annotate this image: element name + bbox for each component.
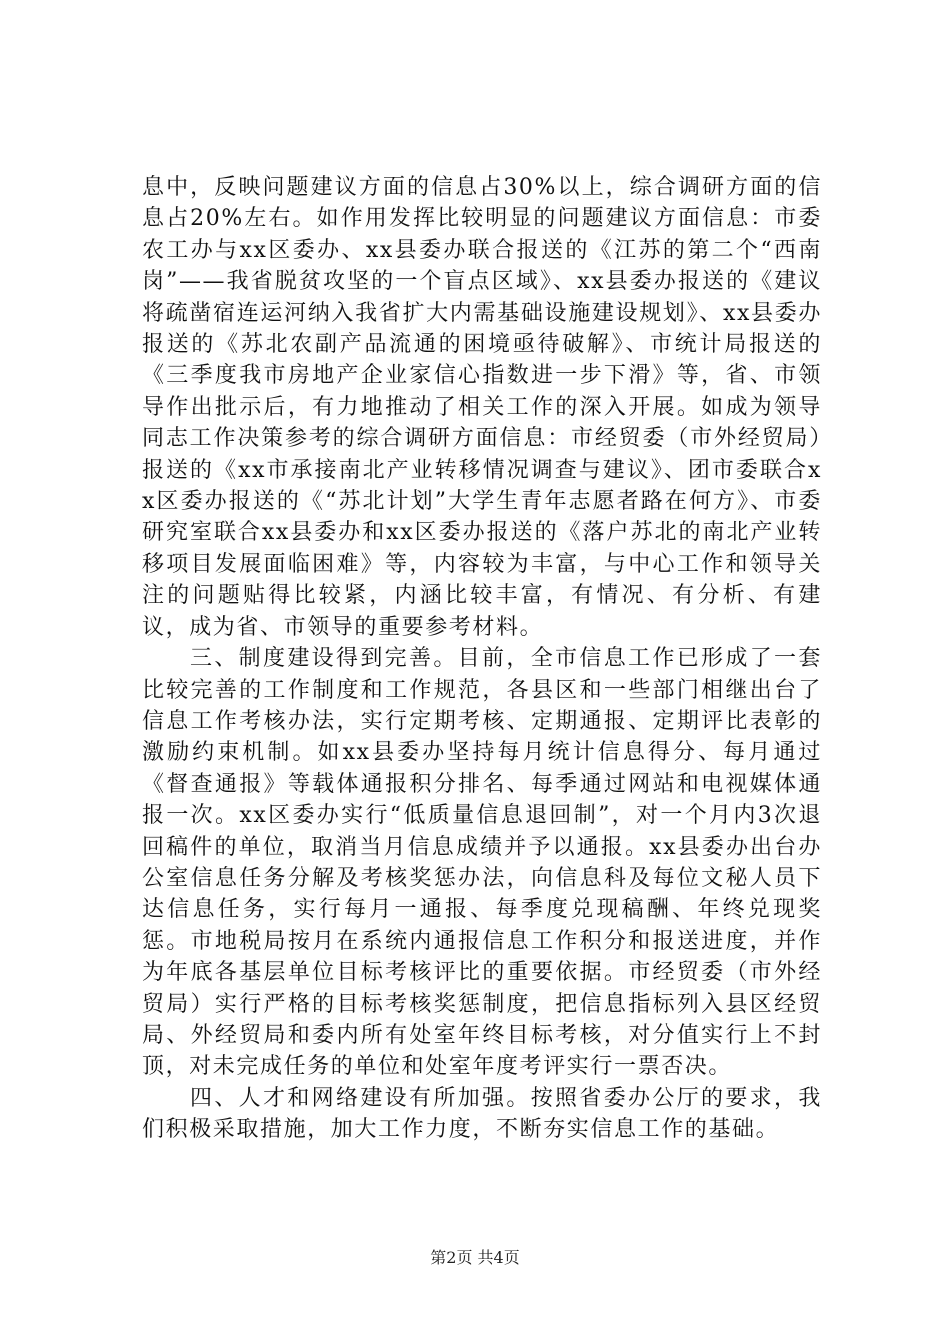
paragraph-1: 息中，反映问题建议方面的信息占30%以上，综合调研方面的信息占20%左右。如作用发挥比较明显的问题建议方面信息：市委农工办与xx区委办、xx县委办联合报送的《江苏的第二个“西南岗”——我省脱贫攻坚的一个盲点区域》、xx县委办报送的《建议将疏凿宿连运河纳入我省扩大内需基础设施建设规划》、xx县委办报送的《苏北农副产品流通的困境亟待破解》、市统计局报送的《三季度我市房地产企业家信心指数进一步下滑》等，省、市领导作出批示后，有力地推动了相关工作的深入开展。如成为领导同志工作决策参考的综合调研方面信息：市经贸委（市外经贸局）报送的《xx市承接南北产业转移情况调查与建议》、团市委联合xx区委办报送的《“苏北计划”大学生青年志愿者路在何方》、市委研究室联合xx县委办和xx区委办报送的《落户苏北的南北产业转移项目发展面临困难》等，内容较为丰富，与中心工作和领导关注的问题贴得比较紧，内涵比较丰富，有情况、有分析、有建议，成为省、市领导的重要参考材料。 bbox=[142, 175, 822, 640]
paragraph-3: 四、人才和网络建设有所加强。按照省委办公厅的要求，我们积极采取措施，加大工作力度，不断夯实信息工作的基础。 bbox=[142, 1085, 822, 1143]
document-body bbox=[142, 172, 822, 1146]
page-number-footer: 第2页 共4页 bbox=[430, 1248, 520, 1267]
paragraph-2: 三、制度建设得到完善。目前，全市信息工作已形成了一套比较完善的工作制度和工作规范，各县区和一些部门相继出台了信息工作考核办法，实行定期考核、定期通报、定期评比表彰的激励约束机制。如xx县委办坚持每月统计信息得分、每月通过《督查通报》等载体通报积分排名、每季通过网站和电视媒体通报一次。xx区委办实行“低质量信息退回制”，对一个月内3次退回稿件的单位，取消当月信息成绩并予以通报。xx县委办出台办公室信息任务分解及考核奖惩办法，向信息科及每位文秘人员下达信息任务，实行每月一通报、每季度兑现稿酬、年终兑现奖惩。市地税局按月在系统内通报信息工作积分和报送进度，并作为年底各基层单位目标考核评比的重要依据。市经贸委（市外经贸局）实行严格的目标考核奖惩制度，把信息指标列入县区经贸局、外经贸局和委内所有处室年终目标考核，对分值实行上不封顶，对未完成任务的单位和处室年度考评实行一票否决。 bbox=[142, 646, 822, 1080]
